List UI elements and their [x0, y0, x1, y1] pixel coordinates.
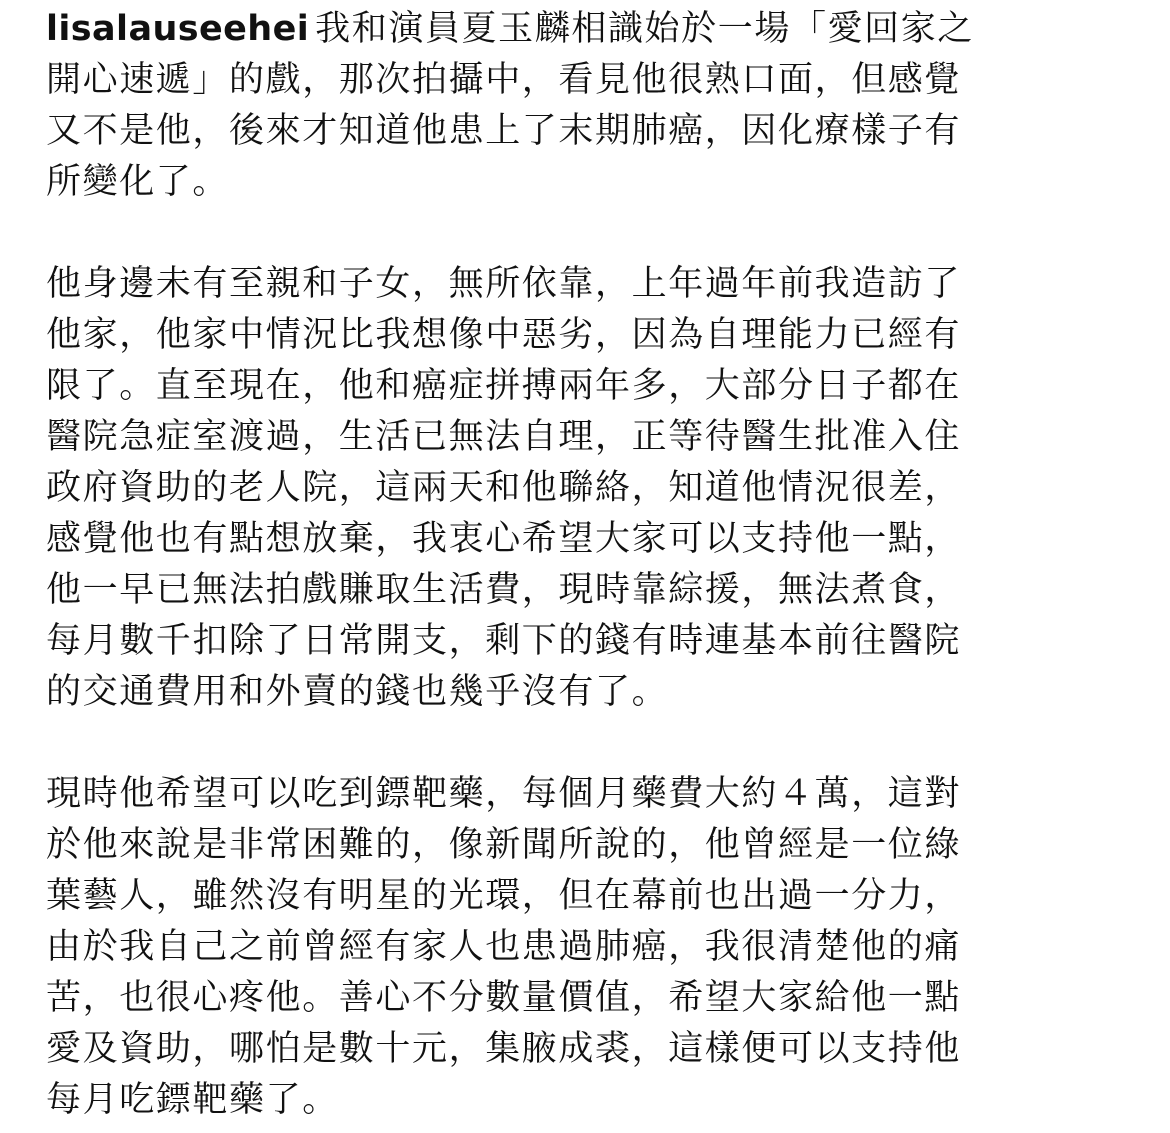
caption-line: 每月吃鏢靶藥了。 [46, 1080, 339, 1120]
username-link[interactable]: lisalauseehei [46, 9, 310, 49]
caption-line: 又不是他，後來才知道他患上了末期肺癌，因化療樣子有 [46, 111, 962, 151]
caption-line: 所變化了。 [46, 162, 230, 202]
caption-line [46, 4, 1122, 55]
caption-line: 開心速遞」的戲，那次拍攝中，看見他很熟口面，但感覺 [46, 60, 962, 100]
caption-line: 於他來說是非常困難的，像新聞所說的，他曾經是一位綠 [46, 825, 962, 865]
post-caption [46, 4, 1122, 1126]
caption-line: 感覺他也有點想放棄，我衷心希望大家可以支持他一點， [46, 519, 962, 559]
caption-line: 政府資助的老人院，這兩天和他聯絡，知道他情況很差， [46, 468, 962, 508]
caption-line-text: 我和演員夏玉麟相識始於一場「愛回家之 [315, 9, 974, 49]
caption-paragraph-2 [46, 259, 1122, 718]
caption-line: 由於我自己之前曾經有家人也患過肺癌，我很清楚他的痛 [46, 927, 962, 967]
caption-line: 苦，也很心疼他。善心不分數量價值，希望大家給他一點 [46, 978, 962, 1018]
caption-line: 葉藝人，雖然沒有明星的光環，但在幕前也出過一分力， [46, 876, 962, 916]
caption-line: 現時他希望可以吃到鏢靶藥，每個月藥費大約４萬，這對 [46, 774, 962, 814]
caption-line: 醫院急症室渡過，生活已無法自理，正等待醫生批准入住 [46, 417, 962, 457]
caption-line: 每月數千扣除了日常開支，剩下的錢有時連基本前往醫院 [46, 621, 962, 661]
caption-line: 他身邊未有至親和子女，無所依靠，上年過年前我造訪了 [46, 264, 962, 304]
caption-paragraph-3 [46, 769, 1122, 1126]
caption-line: 他家，他家中情況比我想像中惡劣，因為自理能力已經有 [46, 315, 962, 355]
caption-line: 限了。直至現在，他和癌症拼搏兩年多，大部分日子都在 [46, 366, 962, 406]
caption-line: 他一早已無法拍戲賺取生活費，現時靠綜援，無法煮食， [46, 570, 962, 610]
caption-line: 愛及資助，哪怕是數十元，集腋成裘，這樣便可以支持他 [46, 1029, 962, 1069]
caption-line: 的交通費用和外賣的錢也幾乎沒有了。 [46, 672, 669, 712]
caption-paragraph-1 [46, 4, 1122, 208]
